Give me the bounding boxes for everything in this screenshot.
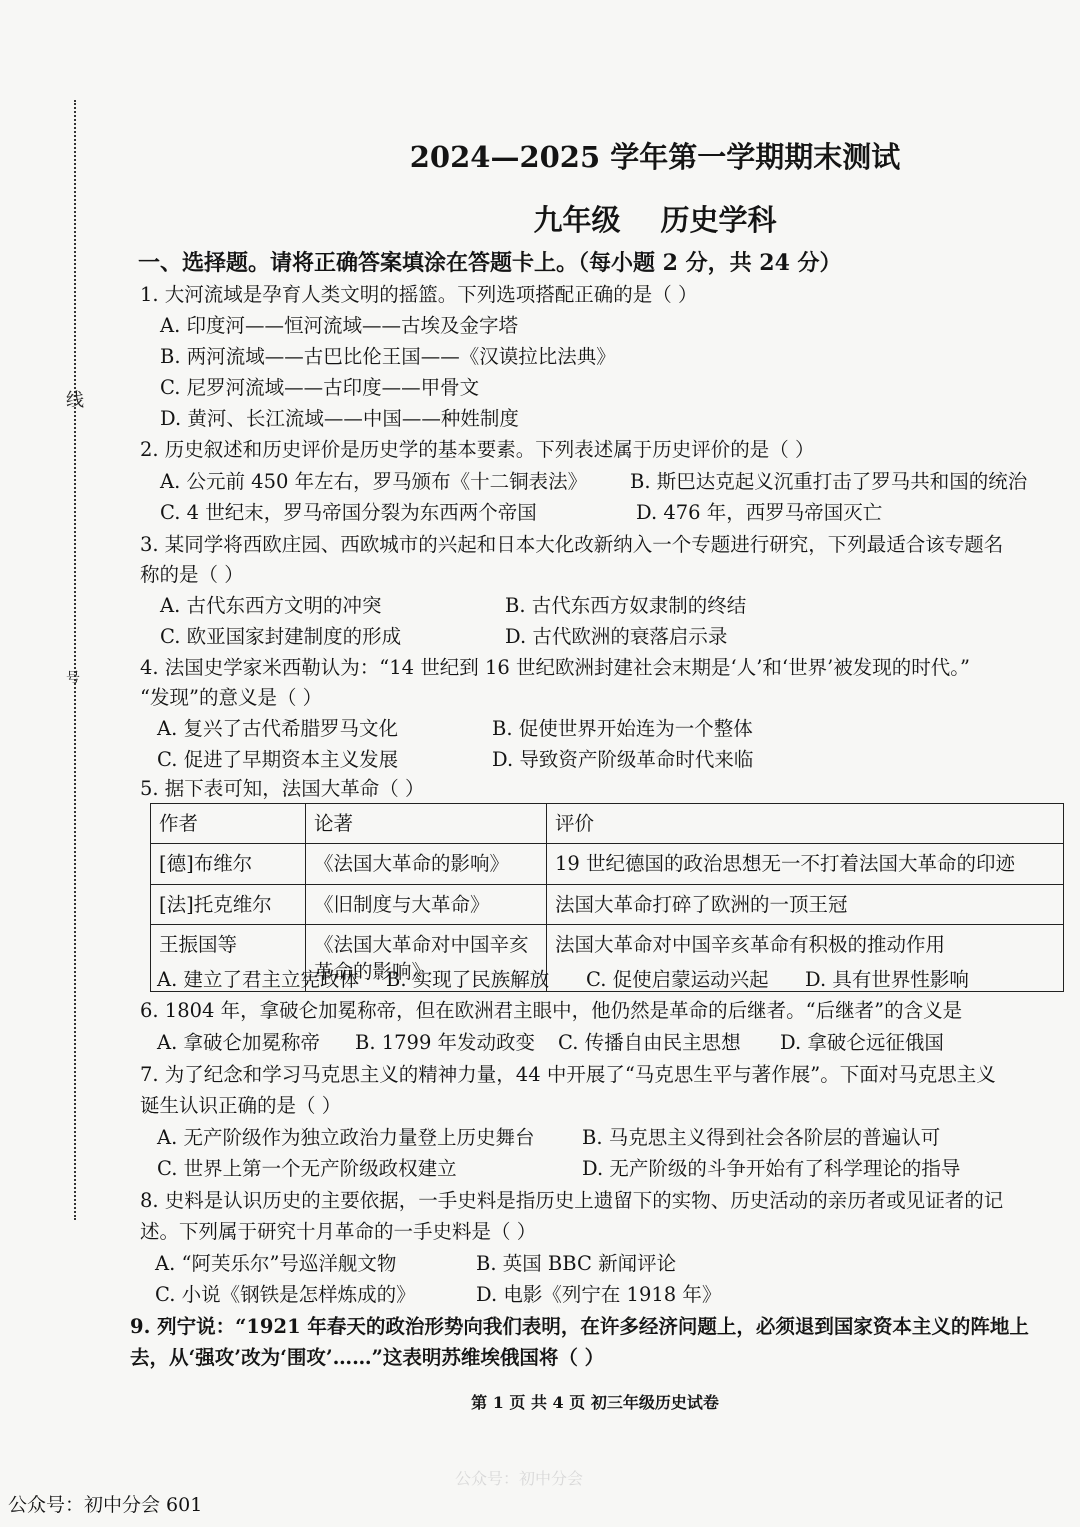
- question-stem: 3. 某同学将西欧庄园、西欧城市的兴起和日本大化改新纳入一个专题进行研究，下列最适合该专题名: [140, 533, 1004, 556]
- option-a: A. “阿芙乐尔”号巡洋舰文物: [155, 1252, 397, 1275]
- table-cell: [法]托克维尔: [151, 884, 306, 924]
- question-stem: 8. 史料是认识历史的主要依据，一手史料是指历史上遗留下的实物、历史活动的亲历者或见证者的记: [140, 1189, 1004, 1212]
- table-cell: 《旧制度与大革命》: [306, 884, 547, 924]
- binding-mark-line: 线: [63, 390, 84, 408]
- option-d: D. 具有世界性影响: [805, 968, 969, 991]
- option-b: B. 马克思主义得到社会各阶层的普遍认可: [582, 1126, 941, 1149]
- question-stem: 4. 法国史学家米西勒认为：“14 世纪到 16 世纪欧洲封建社会末期是‘人’和‘世界’被发现的时代。”: [140, 656, 971, 679]
- table-cell: 法国大革命对中国辛亥革命有积极的推动作用: [547, 924, 1064, 992]
- option-d: D. 拿破仑远征俄国: [780, 1031, 944, 1054]
- table-cell: 《法国大革命的影响》: [306, 844, 547, 884]
- question-stem: 7. 为了纪念和学习马克思主义的精神力量，44 中开展了“马克思生平与著作展”。下面对马克思主义: [140, 1063, 996, 1086]
- option-b: B. 斯巴达克起义沉重打击了罗马共和国的统治: [630, 470, 1028, 493]
- option-c: C. 促使启蒙运动兴起: [586, 968, 769, 991]
- subject-label: 历史学科: [660, 203, 777, 237]
- option-d: D. 476 年，西罗马帝国灭亡: [636, 501, 883, 524]
- watermark-center: 公众号：初中分会: [455, 1469, 584, 1488]
- option-a: A. 古代东西方文明的冲突: [160, 594, 382, 617]
- option-c: C. 世界上第一个无产阶级政权建立: [157, 1157, 457, 1180]
- table-header: 论著: [306, 804, 547, 844]
- question-stem-cont: 诞生认识正确的是（ ）: [140, 1094, 342, 1117]
- option-c: C. 小说《钢铁是怎样炼成的》: [155, 1283, 416, 1306]
- option-a: A. 复兴了古代希腊罗马文化: [157, 717, 398, 740]
- question-stem-cont: 称的是（ ）: [140, 563, 244, 586]
- table-header: 作者: [151, 804, 306, 844]
- table-header: 评价: [547, 804, 1064, 844]
- option-d: D. 电影《列宁在 1918 年》: [476, 1283, 722, 1306]
- question-stem-cont: “发现”的意义是（ ）: [140, 686, 323, 709]
- option-b: B. 促使世界开始连为一个整体: [492, 717, 753, 740]
- grade-label: 九年级: [533, 203, 621, 237]
- table-cell: 19 世纪德国的政治思想无一不打着法国大革命的印迹: [547, 844, 1064, 884]
- option-a: A. 公元前 450 年左右，罗马颁布《十二铜表法》: [160, 470, 588, 493]
- option-b: B. 1799 年发动政变: [355, 1031, 536, 1054]
- page-footer: 第 1 页 共 4 页 初三年级历史试卷: [471, 1393, 719, 1412]
- table-header-row: [151, 804, 1064, 844]
- option-a: A. 拿破仑加冕称帝: [157, 1031, 320, 1054]
- option-b: B. 实现了民族解放: [386, 968, 550, 991]
- option-c: C. 欧亚国家封建制度的形成: [160, 625, 402, 648]
- question-stem: 5. 据下表可知，法国大革命（ ）: [140, 777, 425, 800]
- question-stem: 9. 列宁说：“1921 年春天的政治形势向我们表明，在许多经济问题上，必须退到国家资本主义的阵地上: [130, 1315, 1029, 1338]
- exam-title: 2024—2025 学年第一学期期末测试: [409, 140, 901, 174]
- option-d: D. 古代欧洲的衰落启示录: [505, 625, 728, 648]
- binding-mark-number: 号: [64, 670, 80, 684]
- question-stem: 2. 历史叙述和历史评价是历史学的基本要素。下列表述属于历史评价的是（ ）: [140, 438, 815, 461]
- option-a: A. 印度河——恒河流域——古埃及金字塔: [160, 314, 518, 337]
- option-a: A. 建立了君主立宪政体: [157, 968, 359, 991]
- option-a: A. 无产阶级作为独立政治力量登上历史舞台: [157, 1126, 535, 1149]
- table-row: [151, 844, 1064, 884]
- option-b: B. 古代东西方奴隶制的终结: [505, 594, 747, 617]
- option-b: B. 两河流域——古巴比伦王国——《汉谟拉比法典》: [160, 345, 616, 368]
- binding-line: [74, 100, 76, 1220]
- option-c: C. 促进了早期资本主义发展: [157, 748, 399, 771]
- question-stem: 6. 1804 年，拿破仑加冕称帝，但在欧洲君主眼中，他仍然是革命的后继者。“后继者”的含义是: [140, 999, 963, 1022]
- option-c: C. 传播自由民主思想: [558, 1031, 741, 1054]
- exam-subtitle: [0, 198, 1080, 239]
- table-cell: [德]布维尔: [151, 844, 306, 884]
- question-stem: 1. 大河流域是孕育人类文明的摇篮。下列选项搭配正确的是（ ）: [140, 283, 698, 306]
- table-cell: 《法国大革命对中国辛亥革命的影响》: [306, 924, 547, 992]
- option-d: D. 无产阶级的斗争开始有了科学理论的指导: [582, 1157, 961, 1180]
- option-c: C. 4 世纪末，罗马帝国分裂为东西两个帝国: [160, 501, 537, 524]
- question-stem-cont: 去，从‘强攻’改为‘围攻’……”这表明苏维埃俄国将（ ）: [130, 1346, 605, 1369]
- table-cell: 法国大革命打碎了欧洲的一顶王冠: [547, 884, 1064, 924]
- section-heading: 一、选择题。请将正确答案填涂在答题卡上。（每小题 2 分，共 24 分）: [138, 250, 842, 276]
- table-cell: 王振国等: [151, 924, 306, 992]
- option-d: D. 导致资产阶级革命时代来临: [492, 748, 754, 771]
- option-b: B. 英国 BBC 新闻评论: [476, 1252, 677, 1275]
- option-c: C. 尼罗河流域——古印度——甲骨文: [160, 376, 480, 399]
- watermark-bottom-left: 公众号：初中分会 601: [8, 1494, 203, 1516]
- table-row: [151, 884, 1064, 924]
- q5-table: [150, 803, 1064, 992]
- option-d: D. 黄河、长江流域——中国——种姓制度: [160, 407, 519, 430]
- question-stem-cont: 述。下列属于研究十月革命的一手史料是（ ）: [140, 1220, 537, 1243]
